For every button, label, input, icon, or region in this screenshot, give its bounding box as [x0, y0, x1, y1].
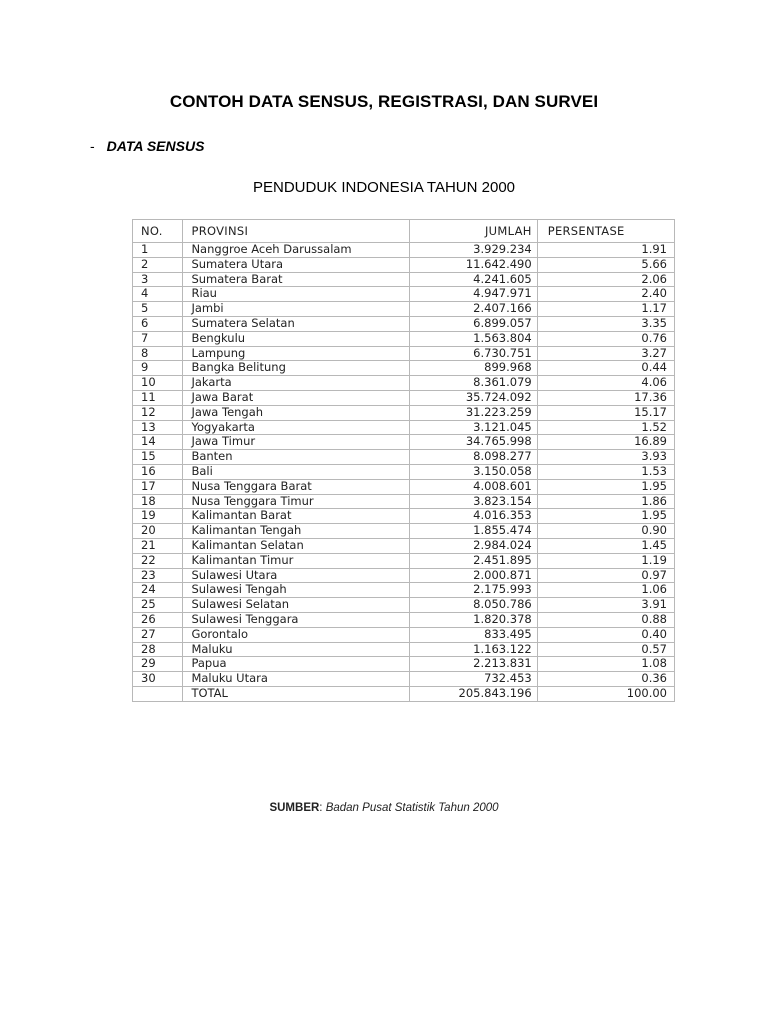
row-jumlah: 6.730.751: [409, 346, 537, 361]
row-jumlah: 2.451.895: [409, 553, 537, 568]
row-no: 10: [133, 376, 183, 391]
row-no: 26: [133, 612, 183, 627]
row-jumlah: 31.223.259: [409, 405, 537, 420]
row-persentase: 0.90: [537, 524, 674, 539]
row-persentase: 0.97: [537, 568, 674, 583]
table-row: [133, 390, 675, 405]
source-label: SUMBER: [269, 802, 320, 814]
table-row: [133, 376, 675, 391]
row-jumlah: 3.823.154: [409, 494, 537, 509]
row-provinsi: Sumatera Utara: [183, 257, 409, 272]
row-no: 1: [133, 243, 183, 258]
row-jumlah: 4.016.353: [409, 509, 537, 524]
row-no: 25: [133, 598, 183, 613]
row-persentase: 0.44: [537, 361, 674, 376]
row-provinsi: Maluku: [183, 642, 409, 657]
table-total-row: [133, 686, 675, 701]
total-jumlah: 205.843.196: [409, 686, 537, 701]
table-row: [133, 346, 675, 361]
total-no: [133, 686, 183, 701]
row-provinsi: Riau: [183, 287, 409, 302]
row-jumlah: 4.008.601: [409, 479, 537, 494]
row-no: 15: [133, 450, 183, 465]
table-row: [133, 672, 675, 687]
row-no: 3: [133, 272, 183, 287]
population-table: [132, 219, 675, 702]
table-row: [133, 272, 675, 287]
population-table-wrap: [132, 219, 675, 702]
table-row: [133, 243, 675, 258]
row-persentase: 0.36: [537, 672, 674, 687]
total-persentase: 100.00: [537, 686, 674, 701]
header-jumlah: JUMLAH: [409, 220, 537, 243]
row-persentase: 0.76: [537, 331, 674, 346]
row-persentase: 1.08: [537, 657, 674, 672]
row-jumlah: 833.495: [409, 627, 537, 642]
row-provinsi: Jakarta: [183, 376, 409, 391]
row-jumlah: 8.361.079: [409, 376, 537, 391]
row-no: 22: [133, 553, 183, 568]
row-no: 28: [133, 642, 183, 657]
row-jumlah: 1.163.122: [409, 642, 537, 657]
row-provinsi: Kalimantan Barat: [183, 509, 409, 524]
row-provinsi: Sulawesi Tengah: [183, 583, 409, 598]
row-provinsi: Kalimantan Timur: [183, 553, 409, 568]
table-body: [133, 243, 675, 702]
row-provinsi: Jambi: [183, 302, 409, 317]
row-persentase: 3.91: [537, 598, 674, 613]
row-provinsi: Lampung: [183, 346, 409, 361]
row-jumlah: 34.765.998: [409, 435, 537, 450]
row-provinsi: Bangka Belitung: [183, 361, 409, 376]
row-persentase: 1.53: [537, 464, 674, 479]
table-row: [133, 612, 675, 627]
table-row: [133, 257, 675, 272]
row-jumlah: 35.724.092: [409, 390, 537, 405]
source-note: [0, 802, 768, 814]
row-jumlah: 1.855.474: [409, 524, 537, 539]
row-no: 29: [133, 657, 183, 672]
row-persentase: 15.17: [537, 405, 674, 420]
row-persentase: 4.06: [537, 376, 674, 391]
table-row: [133, 642, 675, 657]
row-persentase: 2.06: [537, 272, 674, 287]
row-jumlah: 8.050.786: [409, 598, 537, 613]
row-persentase: 1.52: [537, 420, 674, 435]
row-persentase: 1.19: [537, 553, 674, 568]
document-title: CONTOH DATA SENSUS, REGISTRASI, DAN SURVEI: [169, 92, 599, 111]
row-no: 6: [133, 316, 183, 331]
table-row: [133, 420, 675, 435]
row-no: 27: [133, 627, 183, 642]
row-jumlah: 3.929.234: [409, 243, 537, 258]
row-no: 30: [133, 672, 183, 687]
row-jumlah: 4.241.605: [409, 272, 537, 287]
section-heading: [90, 138, 204, 154]
table-row: [133, 568, 675, 583]
row-provinsi: Nanggroe Aceh Darussalam: [183, 243, 409, 258]
row-jumlah: 732.453: [409, 672, 537, 687]
row-provinsi: Bengkulu: [183, 331, 409, 346]
table-row: [133, 435, 675, 450]
table-header-row: [133, 220, 675, 243]
row-provinsi: Sumatera Selatan: [183, 316, 409, 331]
row-persentase: 3.93: [537, 450, 674, 465]
table-row: [133, 627, 675, 642]
row-persentase: 0.40: [537, 627, 674, 642]
total-label: TOTAL: [183, 686, 409, 701]
row-persentase: 1.17: [537, 302, 674, 317]
row-provinsi: Sulawesi Selatan: [183, 598, 409, 613]
row-persentase: 0.88: [537, 612, 674, 627]
row-jumlah: 3.121.045: [409, 420, 537, 435]
row-no: 23: [133, 568, 183, 583]
table-row: [133, 405, 675, 420]
row-provinsi: Bali: [183, 464, 409, 479]
row-no: 17: [133, 479, 183, 494]
row-persentase: 3.27: [537, 346, 674, 361]
row-provinsi: Sulawesi Tenggara: [183, 612, 409, 627]
row-provinsi: Nusa Tenggara Timur: [183, 494, 409, 509]
row-provinsi: Yogyakarta: [183, 420, 409, 435]
row-no: 21: [133, 538, 183, 553]
row-no: 5: [133, 302, 183, 317]
row-jumlah: 11.642.490: [409, 257, 537, 272]
row-no: 19: [133, 509, 183, 524]
table-row: [133, 479, 675, 494]
table-row: [133, 316, 675, 331]
row-provinsi: Jawa Tengah: [183, 405, 409, 420]
row-persentase: 1.95: [537, 479, 674, 494]
row-provinsi: Nusa Tenggara Barat: [183, 479, 409, 494]
source-colon: :: [319, 802, 323, 814]
row-no: 14: [133, 435, 183, 450]
table-row: [133, 538, 675, 553]
header-persentase: PERSENTASE: [537, 220, 674, 243]
table-row: [133, 524, 675, 539]
row-no: 16: [133, 464, 183, 479]
row-no: 7: [133, 331, 183, 346]
row-jumlah: 899.968: [409, 361, 537, 376]
row-jumlah: 8.098.277: [409, 450, 537, 465]
row-provinsi: Kalimantan Selatan: [183, 538, 409, 553]
row-jumlah: 3.150.058: [409, 464, 537, 479]
table-row: [133, 598, 675, 613]
row-jumlah: 2.984.024: [409, 538, 537, 553]
table-row: [133, 450, 675, 465]
row-provinsi: Sulawesi Utara: [183, 568, 409, 583]
row-no: 12: [133, 405, 183, 420]
table-row: [133, 583, 675, 598]
table-row: [133, 657, 675, 672]
row-provinsi: Jawa Timur: [183, 435, 409, 450]
row-jumlah: 1.820.378: [409, 612, 537, 627]
section-dash: -: [90, 138, 95, 154]
row-no: 11: [133, 390, 183, 405]
row-jumlah: 4.947.971: [409, 287, 537, 302]
row-jumlah: 2.000.871: [409, 568, 537, 583]
row-no: 24: [133, 583, 183, 598]
row-jumlah: 1.563.804: [409, 331, 537, 346]
row-no: 13: [133, 420, 183, 435]
row-persentase: 0.57: [537, 642, 674, 657]
table-row: [133, 331, 675, 346]
row-provinsi: Sumatera Barat: [183, 272, 409, 287]
row-jumlah: 6.899.057: [409, 316, 537, 331]
row-no: 4: [133, 287, 183, 302]
source-text: Badan Pusat Statistik Tahun 2000: [325, 802, 499, 814]
table-row: [133, 494, 675, 509]
row-persentase: 1.06: [537, 583, 674, 598]
row-persentase: 1.91: [537, 243, 674, 258]
row-jumlah: 2.213.831: [409, 657, 537, 672]
row-persentase: 1.45: [537, 538, 674, 553]
row-persentase: 5.66: [537, 257, 674, 272]
table-row: [133, 302, 675, 317]
table-row: [133, 464, 675, 479]
row-no: 18: [133, 494, 183, 509]
section-label: DATA SENSUS: [106, 138, 205, 154]
row-no: 2: [133, 257, 183, 272]
row-provinsi: Jawa Barat: [183, 390, 409, 405]
row-provinsi: Kalimantan Tengah: [183, 524, 409, 539]
table-row: [133, 287, 675, 302]
row-provinsi: Papua: [183, 657, 409, 672]
row-provinsi: Gorontalo: [183, 627, 409, 642]
row-provinsi: Banten: [183, 450, 409, 465]
row-no: 9: [133, 361, 183, 376]
row-persentase: 17.36: [537, 390, 674, 405]
row-persentase: 2.40: [537, 287, 674, 302]
row-jumlah: 2.175.993: [409, 583, 537, 598]
row-jumlah: 2.407.166: [409, 302, 537, 317]
header-no: NO.: [133, 220, 183, 243]
row-no: 8: [133, 346, 183, 361]
table-row: [133, 509, 675, 524]
row-no: 20: [133, 524, 183, 539]
table-row: [133, 553, 675, 568]
table-row: [133, 361, 675, 376]
row-persentase: 1.95: [537, 509, 674, 524]
row-persentase: 3.35: [537, 316, 674, 331]
table-title: PENDUDUK INDONESIA TAHUN 2000: [252, 179, 516, 196]
row-persentase: 1.86: [537, 494, 674, 509]
header-provinsi: PROVINSI: [183, 220, 409, 243]
row-persentase: 16.89: [537, 435, 674, 450]
row-provinsi: Maluku Utara: [183, 672, 409, 687]
